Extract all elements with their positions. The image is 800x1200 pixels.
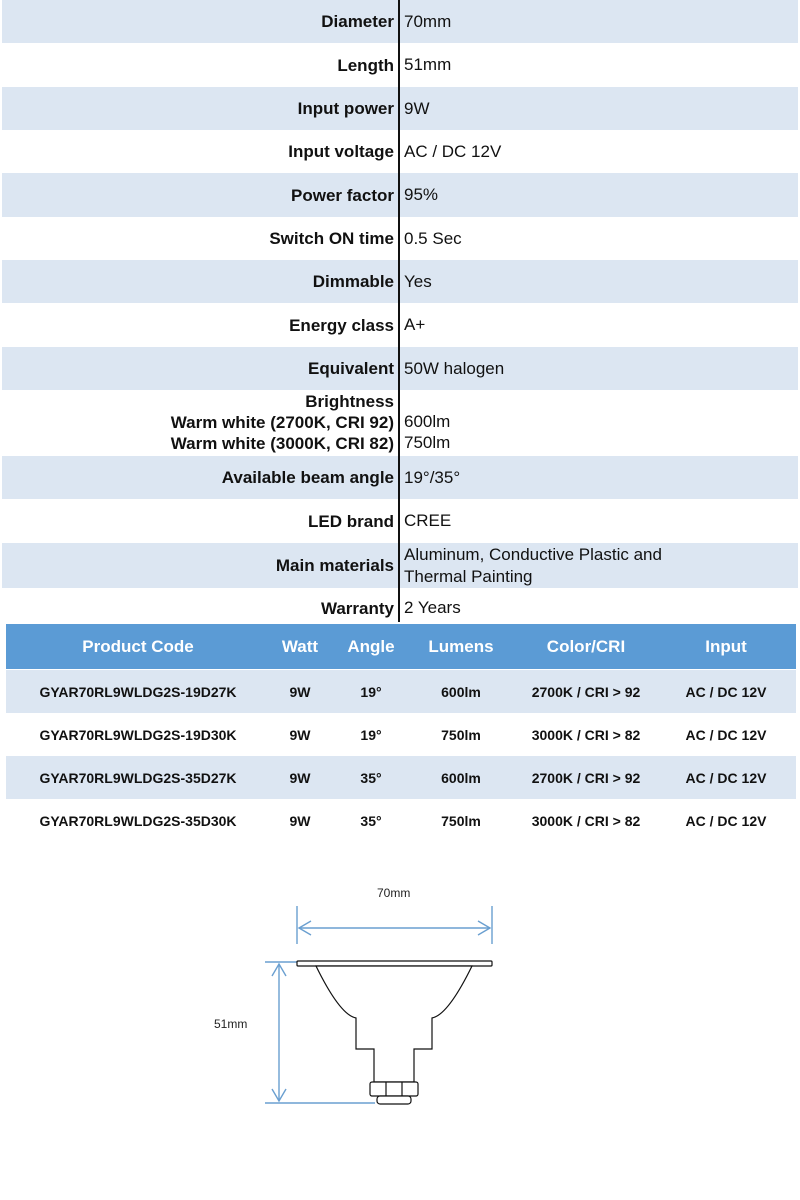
product-angle: 35°: [360, 769, 382, 786]
spec-value: 19°/35°: [404, 467, 461, 487]
spec-label: Energy class: [289, 315, 394, 335]
spec-value: 70mm: [404, 11, 452, 31]
spec-value: Yes: [404, 271, 432, 291]
spec-label: LED brand: [308, 511, 394, 531]
height-dimension-label: 51mm: [214, 1017, 248, 1031]
spec-label: Available beam angle: [221, 468, 394, 487]
width-dimension-arrow: [297, 906, 492, 944]
product-angle: 19°: [360, 683, 382, 700]
product-watt: 9W: [289, 769, 311, 786]
materials-line-2: Thermal Painting: [404, 566, 533, 586]
brightness-value-3000k: 750lm: [404, 433, 451, 452]
brightness-label-3000k: Warm white (3000K, CRI 82): [170, 434, 394, 453]
spec-value: 2 Years: [404, 598, 461, 617]
spec-row-led-brand: [2, 499, 798, 543]
spec-row-switch-on-time: [2, 217, 798, 260]
brightness-value-2700k: 600lm: [404, 412, 451, 431]
spec-value: CREE: [404, 511, 452, 530]
product-cri: 3000K / CRI > 82: [531, 726, 641, 743]
column-divider: [398, 0, 400, 622]
spec-value: 0.5 Sec: [404, 228, 462, 248]
product-cri: 2700K / CRI > 92: [531, 683, 641, 700]
spec-label: Input voltage: [288, 142, 394, 161]
spec-row-beam-angle: [2, 456, 798, 499]
spec-row-length: [2, 43, 798, 87]
product-input: AC / DC 12V: [685, 812, 767, 829]
spec-value: 51mm: [404, 55, 452, 74]
product-cri: 2700K / CRI > 92: [531, 769, 641, 786]
brightness-labels: [2, 390, 394, 454]
product-table-header: [6, 624, 796, 669]
spec-value: [394, 544, 662, 588]
table-row: [6, 756, 796, 799]
header-watt: Watt: [281, 636, 319, 656]
spec-row-power-factor: [2, 173, 798, 217]
spec-row-dimmable: [2, 260, 798, 303]
brightness-title: Brightness: [305, 392, 394, 411]
spec-row-diameter: [2, 0, 798, 43]
lamp-body: [297, 961, 492, 1104]
product-code: GYAR70RL9WLDG2S-19D27K: [39, 683, 237, 700]
spec-label: Dimmable: [312, 272, 394, 291]
spec-row-input-voltage: [2, 130, 798, 173]
table-row: [6, 799, 796, 842]
product-input: AC / DC 12V: [685, 726, 767, 743]
spec-value: 50W halogen: [404, 358, 505, 378]
product-angle: 35°: [360, 812, 382, 829]
spec-row-brightness: [2, 390, 798, 456]
header-product-code: Product Code: [82, 636, 194, 656]
spec-label: Length: [337, 55, 394, 75]
product-lumens: 750lm: [441, 726, 481, 743]
brightness-label-2700k: Warm white (2700K, CRI 92): [170, 413, 394, 432]
dimension-drawing: [0, 870, 800, 1130]
header-angle: Angle: [347, 636, 395, 656]
spec-label: Main materials: [275, 556, 394, 575]
product-input: AC / DC 12V: [685, 683, 767, 700]
product-lumens: 600lm: [441, 769, 481, 786]
table-row: [6, 670, 796, 713]
product-watt: 9W: [289, 812, 311, 829]
product-lumens: 750lm: [441, 812, 481, 829]
product-cri: 3000K / CRI > 82: [531, 812, 641, 829]
product-watt: 9W: [289, 726, 311, 743]
spec-value: A+: [404, 315, 426, 334]
spec-label: Switch ON time: [269, 229, 394, 248]
header-color-cri: Color/CRI: [546, 636, 626, 656]
spec-row-main-materials: [2, 543, 798, 588]
lamp-outline-svg: [0, 870, 800, 1130]
spec-label: Warranty: [320, 598, 394, 618]
header-lumens: Lumens: [428, 636, 494, 656]
spec-label: Diameter: [321, 12, 394, 31]
product-code: GYAR70RL9WLDG2S-35D27K: [39, 769, 237, 786]
table-row: [6, 713, 796, 756]
spec-row-warranty: [2, 588, 798, 628]
spec-row-input-power: [2, 87, 798, 130]
spec-row-equivalent: [2, 347, 798, 390]
product-code: GYAR70RL9WLDG2S-35D30K: [39, 812, 237, 829]
product-code: GYAR70RL9WLDG2S-19D30K: [39, 726, 237, 743]
materials-line-1: Aluminum, Conductive Plastic and: [404, 544, 662, 564]
product-input: AC / DC 12V: [685, 769, 767, 786]
spec-label: Power factor: [291, 185, 394, 205]
product-angle: 19°: [360, 726, 382, 743]
spec-label: Input power: [297, 99, 394, 118]
product-watt: 9W: [289, 683, 311, 700]
brightness-values: [394, 390, 450, 453]
product-lumens: 600lm: [441, 683, 481, 700]
spec-label: Equivalent: [308, 359, 394, 378]
spec-value: 95%: [404, 185, 439, 204]
spec-value: 9W: [404, 98, 430, 118]
header-input: Input: [705, 636, 747, 656]
spec-row-energy-class: [2, 303, 798, 347]
width-dimension-label: 70mm: [377, 886, 411, 900]
spec-value: AC / DC 12V: [404, 141, 502, 161]
